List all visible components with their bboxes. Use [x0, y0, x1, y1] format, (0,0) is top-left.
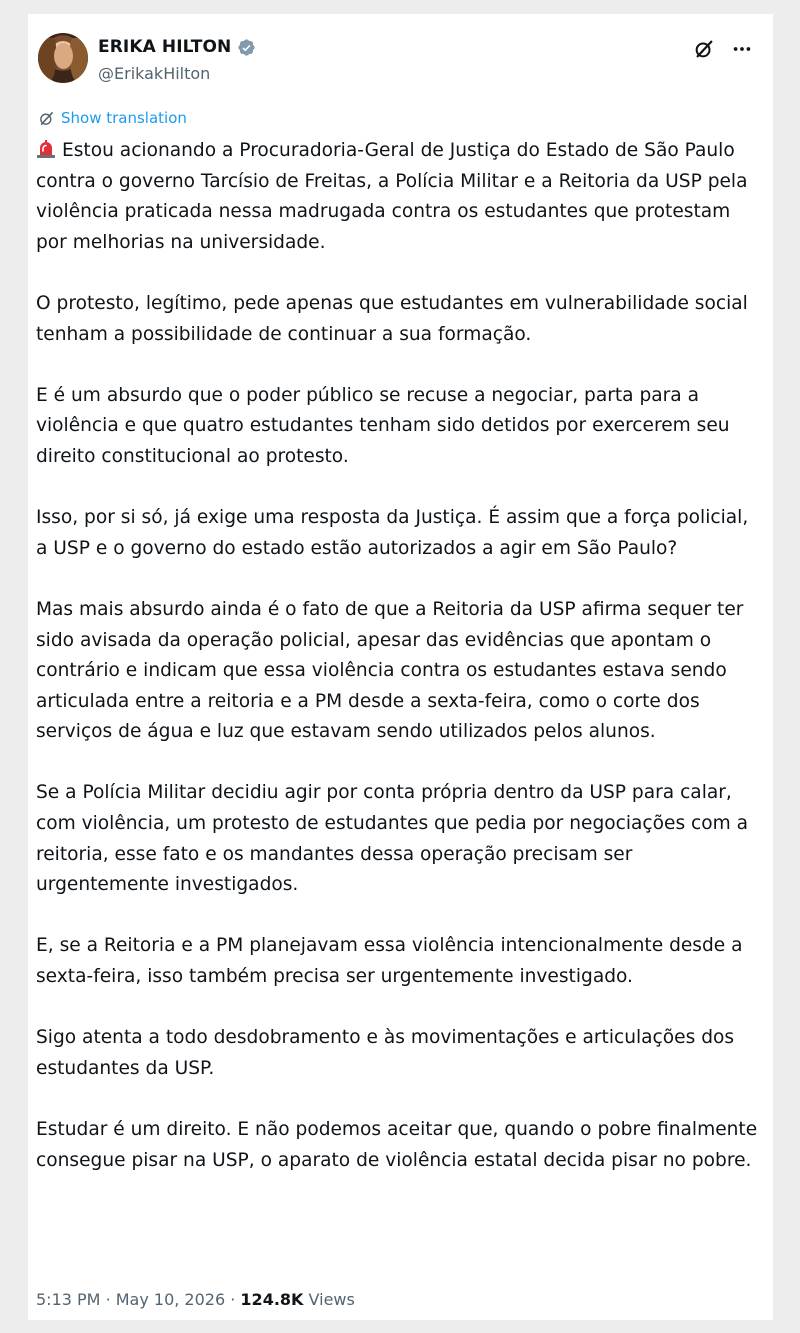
tweet-date[interactable]: May 10, 2026: [115, 1290, 226, 1309]
tweet-paragraph: [36, 136, 761, 258]
tweet-card: [28, 14, 773, 1320]
avatar-hair-left: [38, 38, 56, 83]
avatar-face: [54, 43, 73, 69]
top-actions: [693, 38, 753, 60]
views-label: Views: [308, 1290, 355, 1309]
show-translation-link[interactable]: [38, 109, 187, 127]
author-name-row: [98, 37, 256, 57]
avatar[interactable]: [38, 33, 88, 83]
tweet-paragraph-6: Se a Polícia Militar decidiu agir por conta própria dentro da USP para calar, com violência, um protesto de estudantes que pedia por negociações com a reitoria, esse fato e os mandantes dessa operação precisam ser urgentemente investigados.: [36, 782, 749, 896]
tweet-text: [36, 136, 761, 1207]
tweet-paragraph-5: Mas mais absurdo ainda é o fato de que a Reitoria da USP afirma sequer ter sido avisada da operação policial, apesar das evidências que apontam o contrário e indicam que essa violência contra os estudantes estava sendo articulada entre a reitoria e a PM desde a sexta-feira, como o corte dos serviços de água e luz que estavam sendo utilizados pelos alunos.: [36, 598, 744, 743]
author-handle[interactable]: @ErikakHilton: [98, 64, 211, 83]
show-translation-label[interactable]: Show translation: [61, 109, 187, 127]
translate-icon: [38, 110, 55, 127]
meta-separator: ·: [230, 1290, 241, 1309]
tweet-meta: [36, 1290, 355, 1309]
author-display-name[interactable]: ERIKA HILTON: [98, 37, 232, 57]
tweet-paragraph-1: Estou acionando a Procuradoria-Geral de Justiça do Estado de São Paulo contra o governo Tarcísio de Freitas, a Polícia Militar e a Reitoria da USP pela violência praticada nessa madrugada contra os estudantes que protestam por melhorias na universidade.: [36, 140, 748, 253]
meta-separator: ·: [105, 1290, 116, 1309]
tweet-paragraph-7: E, se a Reitoria e a PM planejavam essa violência intencionalmente desde a sexta-feira, isso também precisa ser urgentemente investigado.: [36, 935, 743, 988]
verified-badge-icon[interactable]: [237, 38, 256, 57]
grok-icon[interactable]: [693, 38, 715, 60]
siren-emoji-icon: [36, 139, 56, 159]
tweet-paragraph-8: Sigo atenta a todo desdobramento e às movimentações e articulações dos estudantes da USP.: [36, 1027, 735, 1079]
tweet-paragraph-4: Isso, por si só, já exige uma resposta da Justiça. É assim que a força policial, a USP e o governo do estado estão autorizados a agir em São Paulo?: [36, 507, 749, 559]
tweet-paragraph-3: E é um absurdo que o poder público se recuse a negociar, parta para a violência e que quatro estudantes tenham sido detidos por exercerem seu direito constitucional ao protesto.: [36, 384, 730, 467]
views-count: 124.8K: [240, 1290, 304, 1309]
tweet-time[interactable]: 5:13 PM: [36, 1290, 101, 1309]
tweet-paragraph-9: Estudar é um direito. E não podemos aceitar que, quando o pobre finalmente consegue pisar na USP, o aparato de violência estatal decida pisar no pobre.: [36, 1119, 758, 1171]
more-icon[interactable]: [731, 38, 753, 60]
tweet-paragraph-2: O protesto, legítimo, pede apenas que estudantes em vulnerabilidade social tenham a possibilidade de continuar a sua formação.: [36, 292, 748, 345]
avatar-hair-right: [70, 38, 88, 83]
